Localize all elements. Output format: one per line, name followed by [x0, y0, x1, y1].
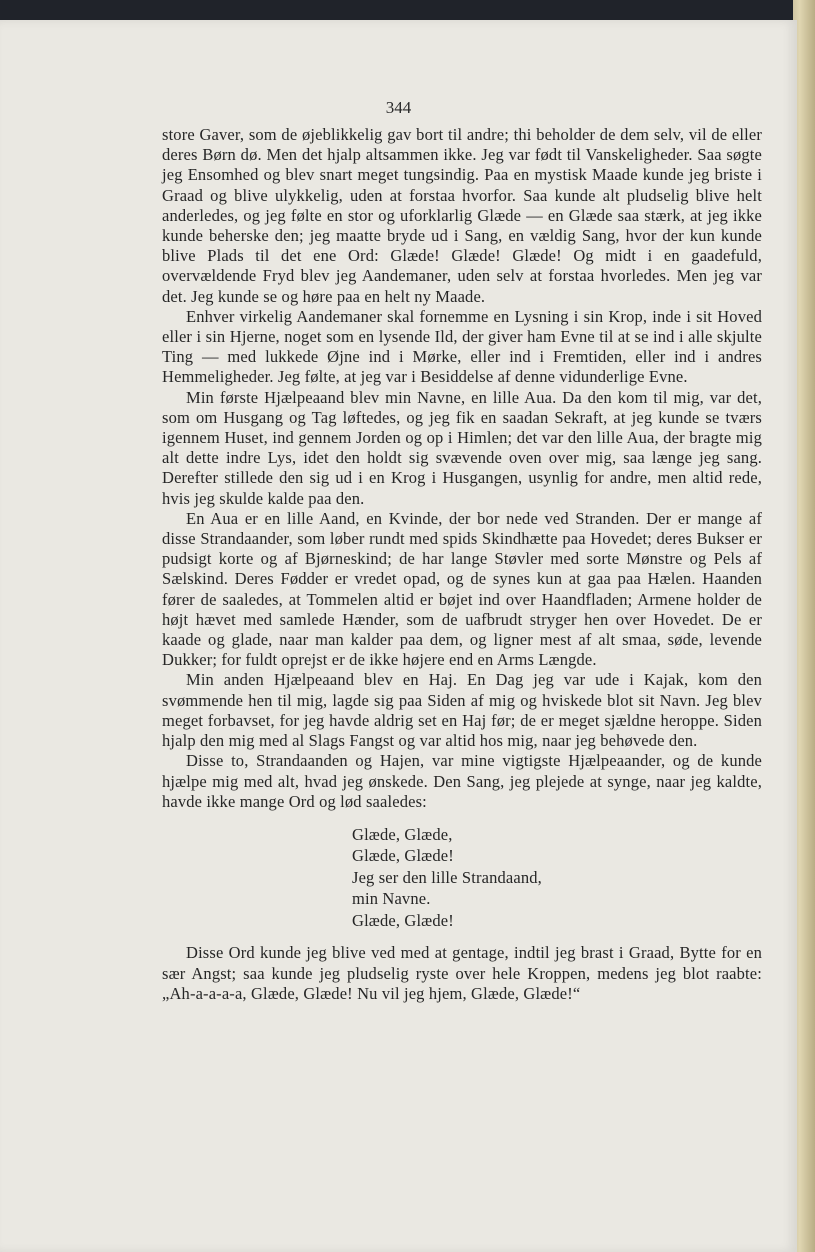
body-text — [162, 125, 762, 1004]
verse-line-4: min Navne. — [352, 889, 431, 909]
paragraph-4: En Aua er en lille Aand, en Kvinde, der bor nede ved Stranden. Der er mange af disse Strandaander, som løber rundt med spids Skindhætte paa Hovedet; deres Bukser er pudsigt korte og af Bjørneskind; de har lange Støvler med sorte Mønstre og Pels af Sælskind. Deres Fødder er vredet opad, og de synes kun at gaa paa Hælen. Haanden fører de saaledes, at Tommelen altid er bøjet ind over Haandfladen; Armene holder de højt hævet med samlede Hænder, som de uafbrudt stryger hen over Hovedet. De er kaade og glade, naar man kalder paa dem, og ligner mest af alt smaa, søde, levende Dukker; for fuldt oprejst er de ikke højere end en Arms Længde. — [162, 508, 762, 670]
paragraph-5: Min anden Hjælpeaand blev en Haj. En Dag jeg var ude i Kajak, kom den svømmende hen til mig, lagde sig paa Siden af mig og hviskede blot sit Navn. Jeg blev meget forbavset, for jeg havde aldrig set en Haj før; de er meget sjældne heroppe. Siden hjalp den mig med al Slags Fangst og var altid hos mig, naar jeg behøvede den. — [162, 670, 762, 751]
paragraph-2: Enhver virkelig Aandemaner skal fornemme en Lysning i sin Krop, inde i sit Hoved eller i sin Hjerne, noget som en lysende Ild, der giver ham Evne til at se ind i alle skjulte Ting — med lukkede Øjne ind i Mørke, eller ind i Fremtiden, eller ind i andres Hemmeligheder. Jeg følte, at jeg var i Besiddelse af denne vidunderlige Evne. — [162, 306, 762, 387]
verse-line-3: Jeg ser den lille Strandaand, — [352, 867, 542, 887]
paragraph-6: Disse to, Strandaanden og Hajen, var mine vigtigste Hjælpeaander, og de kunde hjælpe mig med alt, hvad jeg ønskede. Den Sang, jeg plejede at synge, naar jeg kaldte, havde ikke mange Ord og lød saaledes: — [162, 751, 762, 811]
book-page — [0, 20, 797, 1252]
scan-background-top — [0, 0, 815, 22]
verse-line-5: Glæde, Glæde! — [352, 910, 454, 930]
paragraph-3: Min første Hjælpeaand blev min Navne, en lille Aua. Da den kom til mig, var det, som om Husgang og Tag løftedes, og jeg fik en saadan Sekraft, at jeg kunde se tværs igennem Huset, ind gennem Jorden og op i Himlen; det var den lille Aua, der bragte mig alt dette indre Lys, idet den holdt sig svævende oven over mig, saa længe jeg sang. Derefter stillede den sig ud i en Krog i Husgangen, usynlig for andre, men altid rede, hvis jeg skulde kalde paa den. — [162, 387, 762, 508]
verse-line-2: Glæde, Glæde! — [352, 846, 454, 866]
verse-line-1: Glæde, Glæde, — [352, 824, 453, 844]
paragraph-1: store Gaver, som de øjeblikkelig gav bort til andre; thi beholder de dem selv, vil de eller deres Børn dø. Men det hjalp altsammen ikke. Jeg var født til Vanskeligheder. Saa søgte jeg Ensomhed og blev snart meget tungsindig. Paa en mystisk Maade kunde jeg briste i Graad og blive ulykkelig, uden at forstaa hvorfor. Saa kunde alt pludselig blive helt anderledes, og jeg følte en stor og uforklarlig Glæde — en Glæde saa stærk, at jeg ikke kunde beherske den; jeg maatte bryde ud i Sang, en vældig Sang, hvor der kun kunde blive Plads til det ene Ord: Glæde! Glæde! Glæde! Og midt i en gaadefuld, overvældende Fryd blev jeg Aandemaner, uden selv at forstaa hvorledes. Men jeg var det. Jeg kunde se og høre paa en helt ny Maade. — [162, 125, 762, 306]
song-verse — [352, 824, 762, 932]
paragraph-7: Disse Ord kunde jeg blive ved med at gentage, indtil jeg brast i Graad, Bytte for en sær Angst; saa kunde jeg pludselig ryste over hele Kroppen, medens jeg blot raabte: „Ah-a-a-a-a, Glæde, Glæde! Nu vil jeg hjem, Glæde, Glæde!“ — [162, 943, 762, 1003]
page-number: 344 — [385, 98, 412, 117]
